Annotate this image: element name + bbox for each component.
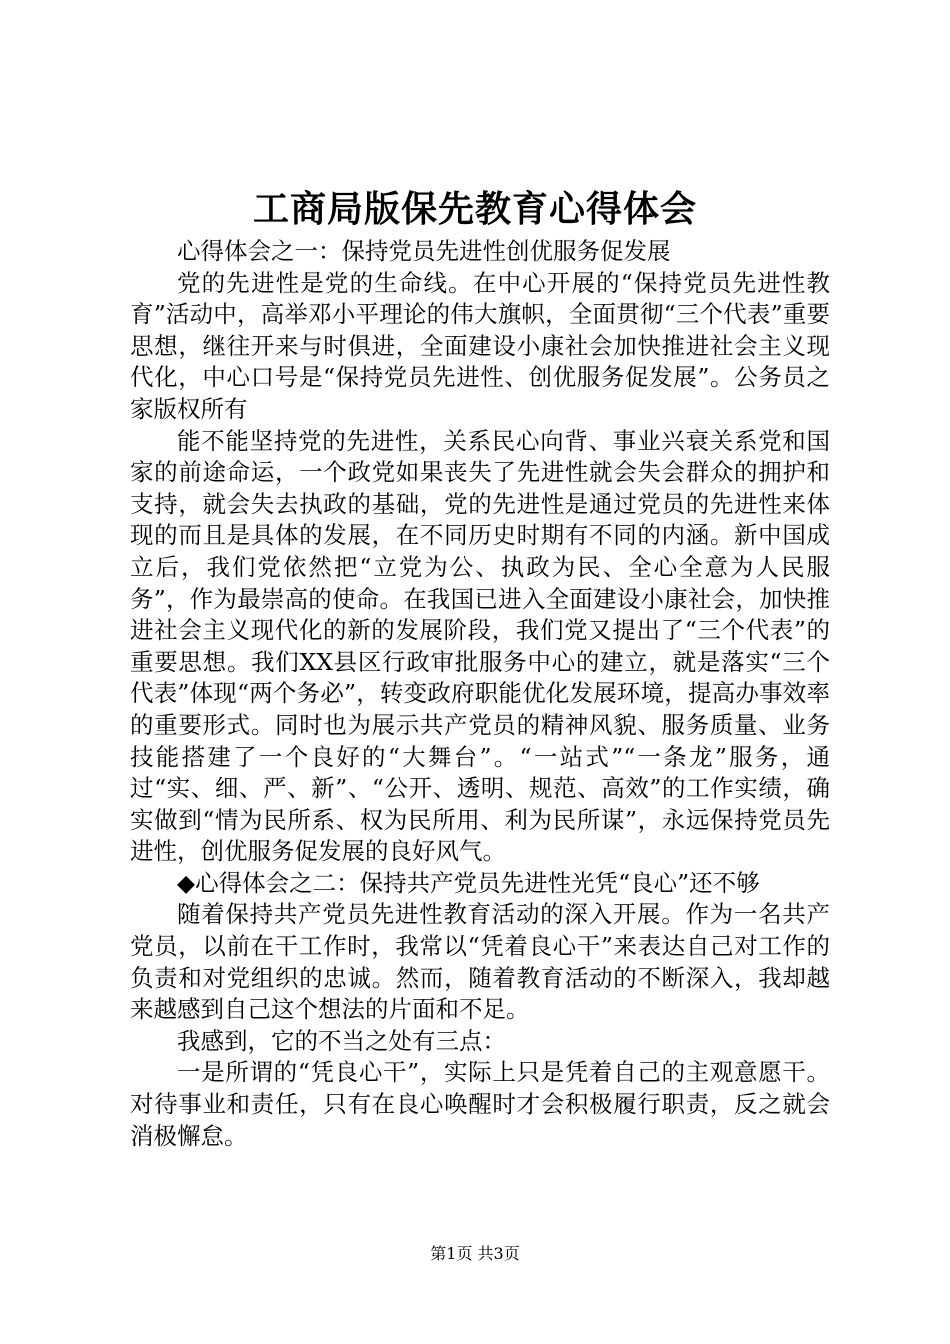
section-heading-2: ◆心得体会之二：保持共产党员先进性光凭“良心”还不够 xyxy=(177,868,760,897)
body-paragraph: 能不能坚持党的先进性，关系民心向背、事业兴衰关系党和国家的前途命运，一个政党如果丧失了先进性就会失会群众的拥护和支持，就会失去执政的基础，党的先进性是通过党员的先进性来体现的而且是具体的发展，在不同历史时期有不同的内涵。新中国成立后，我们党依然把“立党为公、执政为民、全心全意为人民服务”，作为最崇高的使命。在我国已进入全面建设小康社会，加快推进社会主义现代化的新的发展阶段，我们党又提出了“三个代表”的重要思想。我们XX县区行政审批服务中心的建立，就是落实“三个代表”体现“两个务必”，转变政府职能优化发展环境，提高办事效率的重要形式。同时也为展示共产党员的精神风貌、服务质量、业务技能搭建了一个良好的“大舞台”。“一站式”“一条龙”服务，通过“实、细、严、新”、“公开、透明、规范、高效”的工作实绩，确实做到“情为民所系、权为民所用、利为民所谋”，永远保持党员先进性，创优服务促发展的良好风气。 xyxy=(130,426,830,866)
page-number-footer: 第1页 共3页 xyxy=(430,1244,520,1263)
body-paragraph: 一是所谓的“凭良心干”，实际上只是凭着自己的主观意愿干。对待事业和责任，只有在良心唤醒时才会积极履行职责，反之就会消极懈怠。 xyxy=(130,1058,830,1150)
body-paragraph: 我感到，它的不当之处有三点： xyxy=(177,1026,506,1055)
document-body xyxy=(130,236,830,1152)
body-paragraph: 随着保持共产党员先进性教育活动的深入开展。作为一名共产党员，以前在干工作时，我常以“凭着良心干”来表达自己对工作的负责和对党组织的忠诚。然而，随着教育活动的不断深入，我却越来越感到自己这个想法的片面和不足。 xyxy=(130,900,830,1024)
body-paragraph: 党的先进性是党的生命线。在中心开展的“保持党员先进性教育”活动中，高举邓小平理论的伟大旗帜，全面贯彻“三个代表”重要思想，继往开来与时俱进，全面建设小康社会加快推进社会主义现代化，中心口号是“保持党员先进性、创优服务促发展”。公务员之家版权所有 xyxy=(130,268,830,423)
document-title: 工商局版保先教育心得体会 xyxy=(252,188,697,230)
section-heading-1: 心得体会之一：保持党员先进性创优服务促发展 xyxy=(177,237,671,265)
